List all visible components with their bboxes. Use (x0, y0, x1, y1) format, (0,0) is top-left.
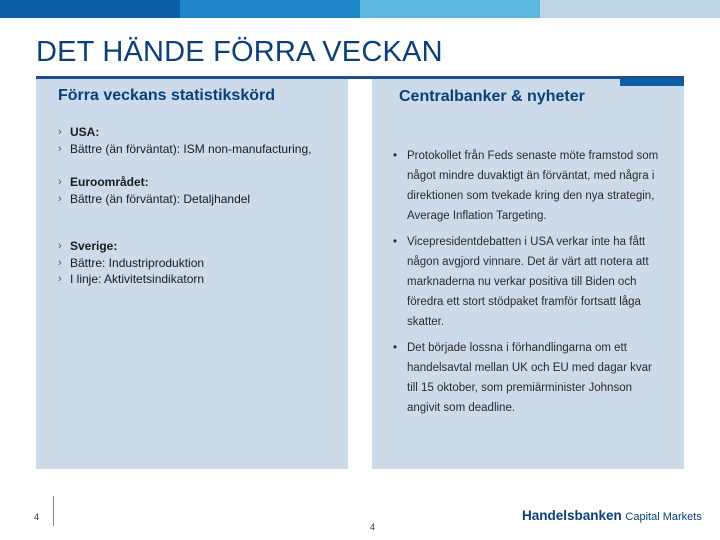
footer-divider (53, 496, 54, 526)
bullet-icon: • (393, 236, 398, 248)
news-bullet (393, 232, 663, 332)
chevron-right-icon: › (58, 192, 62, 205)
rule-accent (620, 79, 684, 86)
handelsbanken-logo (522, 508, 702, 523)
top-bar-segment-3 (360, 0, 540, 18)
top-bar-segment-4 (540, 0, 720, 18)
top-bar-segment-1 (0, 0, 180, 18)
news-text: Det började lossna i förhandlingarna om ett handelsavtal mellan UK och EU med dagar kvar till 15 oktober, som premiärminister Johnson angivit som deadline. (407, 342, 652, 414)
top-color-bar (0, 0, 720, 18)
right-panel-heading: Centralbanker & nyheter (399, 88, 585, 105)
group-heading: Sverige: (70, 239, 118, 253)
stats-group-usa (58, 124, 343, 157)
stats-group-euro (58, 174, 343, 207)
chevron-right-icon: › (58, 142, 62, 155)
chevron-right-icon: › (58, 240, 62, 252)
left-panel-heading: Förra veckans statistikskörd (58, 87, 275, 104)
news-list (393, 146, 663, 424)
news-text: Vicepresidentdebatten i USA verkar inte ha fått någon avgjord vinnare. Det är värt att notera att marknaderna nu verkar positiva till Biden och föredra ett stort stödpaket framför fortsatt låga skatter. (407, 236, 649, 328)
logo-bank-text: Handelsbanken (522, 508, 622, 523)
group-heading: Euroområdet: (70, 175, 149, 189)
list-item: Bättre (än förväntat): Detaljhandel (70, 191, 251, 206)
chevron-right-icon: › (58, 176, 62, 188)
bullet-icon: • (393, 150, 398, 162)
group-heading: USA: (70, 125, 100, 139)
logo-cm-text: Capital Markets (625, 511, 702, 523)
list-item: I linje: Aktivitetsindikatorn (70, 272, 205, 286)
page-number: 4 (34, 512, 40, 522)
list-item: Bättre (än förväntat): ISM non-manufacturing, (70, 141, 312, 156)
chevron-right-icon: › (58, 256, 62, 269)
stats-group-sweden (58, 238, 343, 288)
news-bullet (393, 338, 663, 418)
title-rule (36, 76, 684, 79)
chevron-right-icon: › (58, 126, 62, 138)
news-text: Protokollet från Feds senaste möte framstod som något mindre duvaktigt än förväntat, med några i direktionen som tvekade kring den nya strategin, Average Inflation Targeting. (407, 150, 659, 222)
chevron-right-icon: › (58, 273, 62, 285)
news-bullet (393, 146, 663, 226)
list-item: Bättre: Industriproduktion (70, 255, 205, 270)
page-title: DET HÄNDE FÖRRA VECKAN (36, 36, 443, 68)
top-bar-segment-2 (180, 0, 360, 18)
page-number-center: 4 (370, 522, 376, 532)
bullet-icon: • (393, 342, 398, 354)
